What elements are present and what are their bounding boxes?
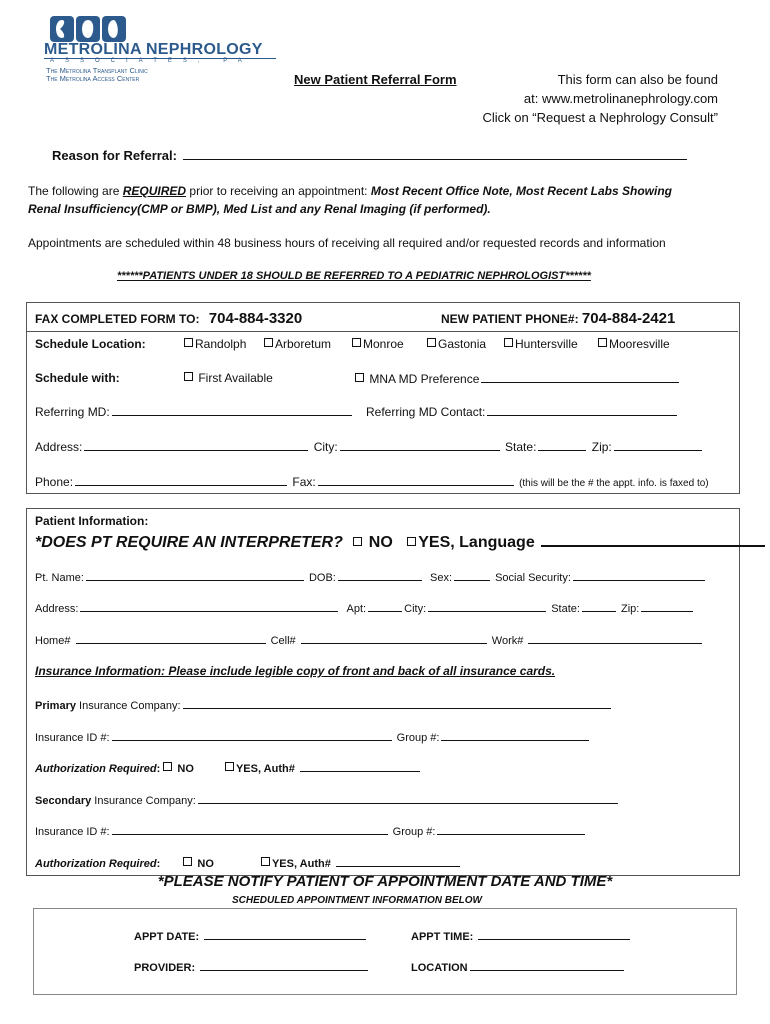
appt-date-row	[134, 928, 368, 943]
city-field[interactable]	[340, 439, 500, 451]
checkbox-icon[interactable]	[352, 338, 361, 347]
cell-label: Cell#	[270, 635, 296, 647]
checkbox-icon[interactable]	[163, 762, 172, 771]
insurance-header: Insurance Information: Please include legible copy of front and back of all insurance cards.	[35, 664, 556, 678]
checkbox-icon[interactable]	[353, 537, 362, 546]
language-field[interactable]	[541, 531, 765, 547]
secondary-auth-row: Authorization Required: NO YES, Auth#	[35, 855, 462, 870]
secondary-auth-field[interactable]	[336, 855, 460, 867]
no-label: NO	[197, 858, 214, 870]
notify-heading: *PLEASE NOTIFY PATIENT OF APPOINTMENT DATE AND TIME*	[157, 873, 613, 890]
logo-name: METROLINA NEPHROLOGY	[44, 41, 263, 58]
appt-time-label: APPT TIME:	[411, 931, 474, 943]
no-label: NO	[368, 534, 393, 551]
required-line-1	[28, 184, 672, 198]
secondary-group-label: Group #:	[392, 826, 436, 838]
referring-phone-row	[35, 474, 709, 489]
pt-city-label: City:	[404, 603, 427, 615]
state-field[interactable]	[538, 439, 586, 451]
required-mid: prior to receiving an appointment:	[186, 184, 371, 198]
schedule-location-label: Schedule Location:	[35, 337, 146, 351]
found-line-3: Click on “Request a Nephrology Consult”	[482, 110, 718, 125]
location-label: Huntersville	[515, 337, 578, 351]
referring-md-label: Referring MD:	[35, 405, 110, 419]
primary-auth-no[interactable]	[163, 763, 194, 775]
location-randolph[interactable]	[184, 337, 246, 351]
found-line-1: This form can also be found	[557, 72, 718, 87]
location-monroe[interactable]	[352, 337, 404, 351]
appointments-text: Appointments are scheduled within 48 business hours of receiving all required and/or requested records and information	[28, 236, 666, 250]
cell-field[interactable]	[301, 632, 487, 644]
provider-row	[134, 959, 370, 974]
referring-contact-row	[366, 404, 679, 419]
dob-field[interactable]	[338, 569, 422, 581]
primary-group-field[interactable]	[441, 729, 589, 741]
appointment-box	[33, 908, 737, 995]
checkbox-icon[interactable]	[427, 338, 436, 347]
location-mooresville[interactable]	[598, 337, 670, 351]
interpreter-yes[interactable]	[407, 534, 534, 551]
checkbox-icon[interactable]	[183, 857, 192, 866]
referring-md-field[interactable]	[112, 404, 352, 416]
location-label: Gastonia	[438, 337, 487, 351]
checkbox-icon[interactable]	[261, 857, 270, 866]
pt-name-field[interactable]	[86, 569, 304, 581]
fax-number: 704-884-3320	[208, 310, 303, 327]
form-title: New Patient Referral Form	[294, 72, 457, 87]
primary-group-label: Group #:	[396, 732, 440, 744]
logo-subtitle-access: The Metrolina Access Center	[46, 74, 140, 83]
pt-zip-label: Zip:	[621, 603, 640, 615]
no-label: NO	[177, 763, 194, 775]
secondary-auth-no[interactable]	[183, 858, 214, 870]
mna-preference-option[interactable]	[355, 371, 681, 386]
referring-contact-field[interactable]	[487, 404, 677, 416]
secondary-company-label: Insurance Company:	[91, 795, 196, 807]
first-available-label: First Available	[198, 371, 273, 385]
secondary-company-field[interactable]	[198, 792, 618, 804]
checkbox-icon[interactable]	[264, 338, 273, 347]
pediatric-notice: ******PATIENTS UNDER 18 SHOULD BE REFERRED TO A PEDIATRIC NEPHROLOGIST******	[117, 270, 591, 282]
primary-auth-field[interactable]	[300, 760, 420, 772]
primary-id-row	[35, 729, 591, 744]
location-label: Randolph	[195, 337, 247, 351]
secondary-label: Secondary	[35, 795, 92, 807]
referring-address-row	[35, 439, 704, 454]
schedule-with-label: Schedule with:	[35, 371, 120, 385]
kidney-logo-icon	[48, 14, 128, 44]
provider-label: PROVIDER:	[134, 962, 196, 974]
checkbox-icon[interactable]	[598, 338, 607, 347]
appt-date-label: APPT DATE:	[134, 931, 200, 943]
apt-field[interactable]	[368, 600, 402, 612]
yes-language-label: YES, Language	[418, 534, 535, 551]
ssn-field[interactable]	[573, 569, 705, 581]
phone-number: 704-884-2421	[581, 310, 676, 327]
provider-field[interactable]	[200, 959, 368, 971]
required-word: REQUIRED	[122, 184, 187, 198]
fax-label: FAX COMPLETED FORM TO:	[35, 312, 200, 326]
primary-company-label: Insurance Company:	[75, 700, 181, 712]
referring-md-row	[35, 404, 354, 419]
city-label: City:	[313, 440, 338, 454]
first-available-option[interactable]	[184, 371, 273, 385]
phone-field[interactable]	[75, 474, 287, 486]
pt-name-row	[35, 569, 707, 584]
appt-date-field[interactable]	[204, 928, 366, 940]
primary-insurance-row	[35, 697, 613, 712]
checkbox-icon[interactable]	[225, 762, 234, 771]
location-row	[411, 959, 626, 974]
location-gastonia[interactable]	[427, 337, 486, 351]
zip-label: Zip:	[591, 440, 612, 454]
pt-city-field[interactable]	[428, 600, 546, 612]
patient-section	[26, 508, 740, 876]
appt-time-row	[411, 928, 632, 943]
logo-associates: ASSOCIATES, PA	[50, 58, 253, 64]
sex-field[interactable]	[454, 569, 490, 581]
pt-name-label: Pt. Name:	[35, 572, 84, 584]
fax-note: (this will be the # the appt. info. is faxed to)	[519, 478, 709, 489]
required-items-1: Most Recent Office Note, Most Recent Labs Showing	[370, 184, 672, 198]
primary-id-label: Insurance ID #:	[35, 732, 110, 744]
mna-preference-label: MNA MD Preference	[369, 372, 480, 386]
mna-preference-field[interactable]	[481, 371, 679, 383]
location-label: Monroe	[363, 337, 404, 351]
required-items-2: Renal Insufficiency(CMP or BMP), Med List and any Renal Imaging (if performed).	[28, 202, 491, 216]
phone-field-label: Phone:	[35, 475, 74, 489]
fax-field[interactable]	[318, 474, 514, 486]
pt-state-field[interactable]	[582, 600, 616, 612]
location-label: LOCATION	[411, 962, 468, 974]
location-label: Arboretum	[275, 337, 332, 351]
pt-address-row	[35, 600, 695, 615]
ssn-label: Social Security:	[495, 572, 571, 584]
reason-label: Reason for Referral:	[52, 148, 181, 163]
reason-field[interactable]	[183, 148, 687, 160]
zip-field[interactable]	[614, 439, 702, 451]
logo-subtitle-transplant: The Metrolina Transplant Clinic	[46, 66, 148, 75]
referring-contact-label: Referring MD Contact:	[366, 405, 486, 419]
primary-auth-row: Authorization Required: NO YES, Auth#	[35, 760, 422, 775]
pt-state-label: State:	[551, 603, 580, 615]
location-huntersville[interactable]	[504, 337, 578, 351]
secondary-id-field[interactable]	[112, 823, 388, 835]
secondary-group-field[interactable]	[437, 823, 585, 835]
primary-label: Primary	[35, 700, 76, 712]
dob-label: DOB:	[308, 572, 336, 584]
reason-for-referral	[52, 148, 689, 163]
pt-address-label: Address:	[35, 603, 79, 615]
found-line-2: at: www.metrolinanephrology.com	[523, 91, 718, 106]
pt-address-field[interactable]	[80, 600, 338, 612]
interpreter-no[interactable]	[353, 534, 392, 551]
scheduled-below: SCHEDULED APPOINTMENT INFORMATION BELOW	[232, 895, 482, 906]
checkbox-icon[interactable]	[184, 338, 193, 347]
home-field[interactable]	[76, 632, 266, 644]
fax-row	[35, 310, 302, 327]
secondary-auth-yes[interactable]	[261, 858, 331, 870]
yes-auth-label: YES, Auth#	[235, 763, 295, 775]
new-patient-phone-row	[441, 310, 675, 327]
patient-info-label: Patient Information:	[35, 514, 149, 528]
apt-label: Apt:	[346, 603, 367, 615]
state-label: State:	[505, 440, 537, 454]
secondary-id-row	[35, 823, 587, 838]
pt-zip-field[interactable]	[641, 600, 693, 612]
secondary-auth-label: Authorization Required	[35, 858, 157, 870]
home-label: Home#	[35, 635, 71, 647]
pt-phones-row	[35, 632, 704, 647]
appt-time-field[interactable]	[478, 928, 630, 940]
interpreter-question: *DOES PT REQUIRE AN INTERPRETER?	[35, 534, 343, 551]
checkbox-icon[interactable]	[184, 372, 193, 381]
primary-auth-label: Authorization Required	[35, 763, 157, 775]
location-label: Mooresville	[609, 337, 670, 351]
work-label: Work#	[491, 635, 524, 647]
secondary-insurance-row	[35, 792, 620, 807]
phone-label: NEW PATIENT PHONE#:	[441, 312, 579, 326]
location-arboretum[interactable]	[264, 337, 331, 351]
required-pre: The following are	[28, 184, 123, 198]
sex-label: Sex:	[430, 572, 453, 584]
location-field[interactable]	[470, 959, 624, 971]
address-field[interactable]	[84, 439, 308, 451]
interpreter-row	[35, 531, 767, 552]
yes-auth-label: YES, Auth#	[271, 858, 331, 870]
address-label: Address:	[35, 440, 83, 454]
primary-auth-yes[interactable]	[225, 763, 295, 775]
fax-field-label: Fax:	[292, 475, 316, 489]
secondary-id-label: Insurance ID #:	[35, 826, 110, 838]
checkbox-icon[interactable]	[355, 373, 364, 382]
primary-company-field[interactable]	[183, 697, 611, 709]
work-field[interactable]	[528, 632, 702, 644]
checkbox-icon[interactable]	[407, 537, 416, 546]
fax-divider	[27, 331, 738, 332]
checkbox-icon[interactable]	[504, 338, 513, 347]
primary-id-field[interactable]	[112, 729, 392, 741]
